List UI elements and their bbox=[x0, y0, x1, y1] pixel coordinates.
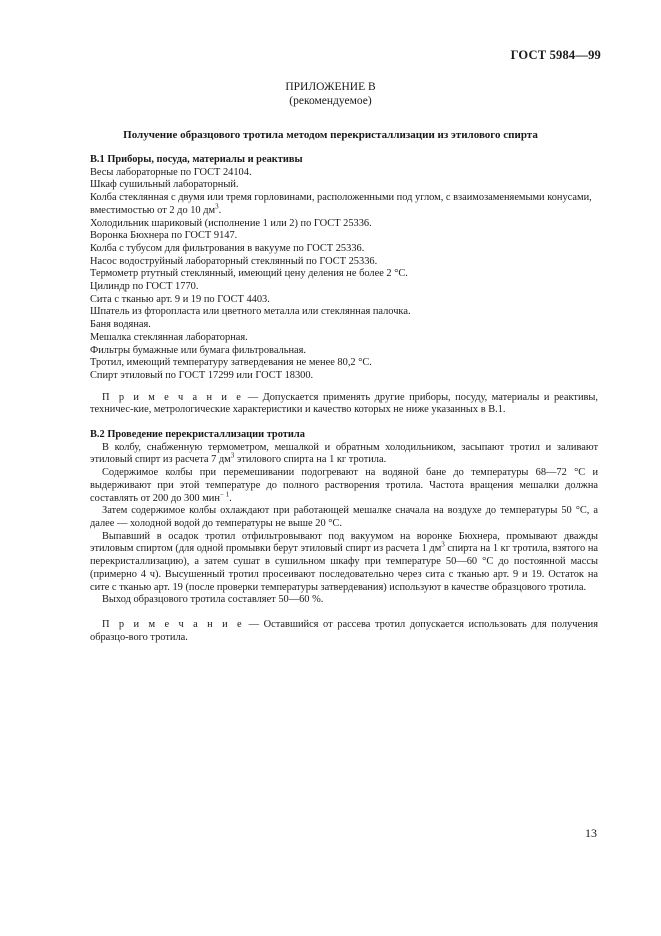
note-text: — Допускается применять другие приборы, посуду, материалы и реактивы, техничес-кие, метрологические характеристики и качество которых не ниже указанных в В.1. bbox=[90, 391, 598, 416]
document-code-header: ГОСТ 5984—99 bbox=[510, 48, 601, 62]
paragraph-text: Содержимое колбы при перемешивании подогревают на водяной бане до температуры 68—72 °С и выдерживают при этой температуре до полного растворения тротила. Частота вращения мешалки должна составлять от 200 до 300 мин bbox=[90, 467, 598, 504]
appendix-type: (рекомендуемое) bbox=[289, 95, 372, 107]
list-item: Колба с тубусом для фильтрования в вакууме по ГОСТ 25336. bbox=[90, 242, 365, 254]
list-item: Воронка Бюхнера по ГОСТ 9147. bbox=[90, 230, 238, 242]
punctuation: . bbox=[218, 204, 222, 216]
note-text: — Оставшийся от рассева тротил допускается использовать для получения образцо-вого тротила. bbox=[90, 618, 598, 643]
paragraph-text: . bbox=[229, 492, 232, 504]
list-item: Термометр ртутный стеклянный, имеющий цену деления не более 2 °С. bbox=[90, 268, 408, 280]
paragraph-text: этилового спирта на 1 кг тротила. bbox=[234, 454, 387, 466]
list-item: Сита с тканью арт. 9 и 19 по ГОСТ 4403. bbox=[90, 293, 270, 305]
note-label: П р и м е ч а н и е bbox=[102, 391, 244, 403]
list-item-text: Колба стеклянная с двумя или тремя горловинами, расположенными под углом, с взаимозаменяемыми конусами, вместимостью от 2 до 10 дм bbox=[90, 192, 592, 216]
paragraph-text: В колбу, снабженную термометром, мешалкой и обратным холодильником, засыпают тротил и заливают этиловый спирт из расчета 7 дм bbox=[90, 441, 598, 466]
list-item: Холодильник шариковый (исполнение 1 или 2) по ГОСТ 25336. bbox=[90, 217, 372, 229]
list-item: Мешалка стеклянная лабораторная. bbox=[90, 331, 248, 343]
paragraph bbox=[90, 467, 598, 505]
list-item bbox=[90, 192, 598, 217]
list-item: Шпатель из фторопласта или цветного металла или стеклянная палочка. bbox=[90, 306, 411, 318]
section-heading-b1: В.1 Приборы, посуда, материалы и реактивы bbox=[90, 154, 303, 165]
note-label: П р и м е ч а н и е bbox=[102, 618, 245, 630]
paragraph: Затем содержимое колбы охлаждают при работающей мешалке сначала на воздухе до температуры 50 °С, а далее — холодной водой до температуры не выше 20 °С. bbox=[90, 505, 598, 529]
paragraph-text: Выпавший в осадок тротил отфильтровывают под вакуумом на воронке Бюхнера, промывают дважды этиловым спиртом (для одной промывки берут этиловый спирт из расчета 1 дм bbox=[90, 530, 598, 555]
list-item: Весы лабораторные по ГОСТ 24104. bbox=[90, 166, 252, 178]
superscript: 3 bbox=[215, 202, 219, 211]
document-body bbox=[90, 154, 598, 644]
list-item: Тротил, имеющий температуру затвердевания не менее 80,2 °С. bbox=[90, 357, 372, 369]
list-item: Насос водоструйный лабораторный стеклянный по ГОСТ 25336. bbox=[90, 255, 378, 267]
paragraph-text: спирта на 1 кг тротила, взятого на перекристаллизацию), а затем сушат в сушильном шкафу при температуре 50—60 °С до постоянной массы (примерно 4 ч). Высушенный тротил просеивают последовательно через сита с тканью арт. 9 и 19. Остаток на сите с тканью арт. 19 (после проверки температуры затвердевания) используют в качестве образцового тротила. bbox=[90, 543, 598, 593]
appendix-label: ПРИЛОЖЕНИЕ В bbox=[285, 81, 376, 93]
list-item: Баня водяная. bbox=[90, 319, 151, 331]
note-b1 bbox=[90, 392, 598, 417]
list-item: Фильтры бумажные или бумага фильтровальная. bbox=[90, 344, 306, 356]
section-heading-b2: В.2 Проведение перекристаллизации тротила bbox=[90, 429, 305, 441]
list-item: Цилиндр по ГОСТ 1770. bbox=[90, 281, 199, 293]
paragraph: Выход образцового тротила составляет 50—60 %. bbox=[102, 594, 324, 606]
note-b2 bbox=[90, 619, 598, 644]
appendix-title: Получение образцового тротила методом перекристаллизации из этилового спирта bbox=[123, 129, 538, 141]
superscript: 3 bbox=[441, 540, 445, 549]
superscript: 3 bbox=[230, 452, 235, 460]
page-number: 13 bbox=[585, 826, 597, 840]
list-item: Шкаф сушильный лабораторный. bbox=[90, 179, 239, 191]
appendix-heading bbox=[0, 80, 661, 108]
paragraph bbox=[90, 442, 598, 467]
superscript: − 1 bbox=[219, 490, 230, 499]
paragraph bbox=[90, 531, 598, 595]
list-item: Спирт этиловый по ГОСТ 17299 или ГОСТ 18300. bbox=[90, 369, 314, 381]
